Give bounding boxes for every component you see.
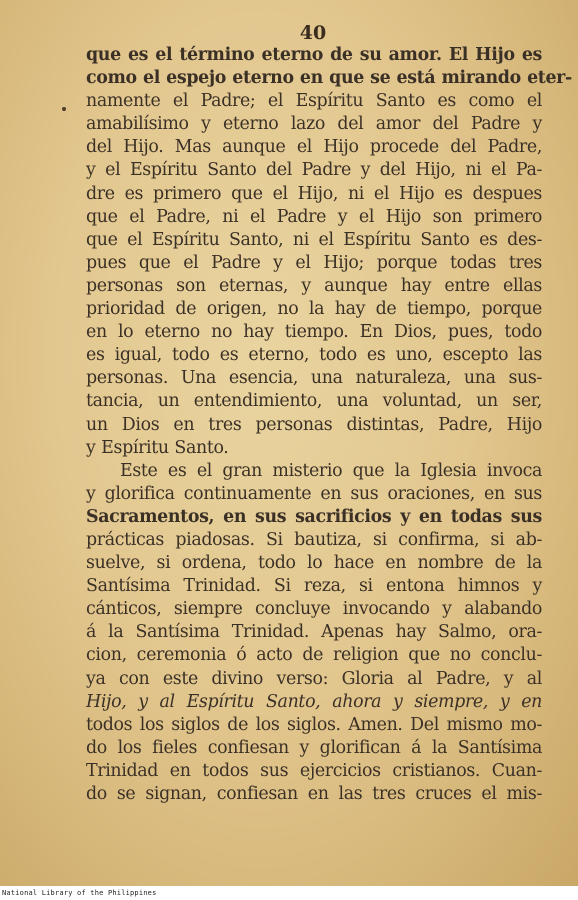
text-line-12: prioridad de origen, no la hay de tiempo, porque (86, 299, 542, 320)
text-line-10: pues que el Padre y el Hijo; porque todas tres (86, 252, 542, 273)
text-line-11: personas son eternas, y aunque hay entre ellas (86, 275, 542, 296)
page-number: 40 (299, 22, 327, 44)
margin-speck (62, 107, 66, 111)
text-line-9: que el Espíritu Santo, ni el Espíritu Santo es des- (86, 229, 542, 250)
text-line-31: do los fieles confiesan y glorifican á la Santísima (86, 737, 542, 758)
text-line-8: que el Padre, ni el Padre y el Hijo son primero (86, 206, 542, 227)
text-line-18: y Espíritu Santo. (86, 437, 229, 458)
text-line-33: do se signan, confiesan en las tres cruces el mis- (86, 784, 542, 804)
text-line-3: namente el Padre; el Espíritu Santo es como el (86, 91, 542, 112)
text-line-6: y el Espíritu Santo del Padre y del Hijo, ni el Pa- (86, 160, 542, 181)
text-line-17: un Dios en tres personas distintas, Padre, Hijo (86, 414, 542, 435)
text-line-13: en lo eterno no hay tiempo. En Dios, pues, todo (86, 322, 542, 343)
text-line-14: es igual, todo es eterno, todo es uno, escepto las (86, 345, 542, 366)
text-line-23: suelve, si ordena, todo lo hace en nombre de la (86, 553, 542, 574)
text-line-7: dre es primero que el Hijo, ni el Hijo es despues (86, 183, 542, 204)
text-line-28: ya con este divino verso: Gloria al Padre, y al (86, 668, 542, 689)
text-line-29: Hijo, y al Espíritu Santo, ahora y siempre, y en (86, 691, 542, 712)
text-line-22: prácticas piadosas. Si bautiza, si confirma, si ab- (86, 529, 542, 550)
text-line-19: Este es el gran misterio que la Iglesia invoca (120, 460, 542, 481)
text-line-1: que es el término eterno de su amor. El Hijo es (86, 45, 542, 65)
text-line-15: personas. Una esencia, una naturaleza, una sus- (86, 368, 542, 389)
text-line-24: Santísima Trinidad. Si reza, si entona himnos y (86, 576, 542, 597)
text-line-30: todos los siglos de los siglos. Amen. Del mismo mo- (86, 714, 542, 735)
text-line-27: cion, ceremonia ó acto de religion que no conclu- (86, 645, 542, 666)
text-line-26: á la Santísima Trinidad. Apenas hay Salmo, ora- (86, 622, 542, 643)
text-line-21: Sacramentos, en sus sacrificios y en todas sus (86, 506, 542, 527)
text-line-4: amabilísimo y eterno lazo del amor del Padre y (86, 114, 542, 135)
body-text (86, 44, 572, 806)
text-line-20: y glorifica continuamente en sus oraciones, en sus (86, 483, 542, 504)
text-line-5: del Hijo. Mas aunque el Hijo procede del Padre, (86, 137, 542, 158)
library-credit: National Library of the Philippines (2, 889, 157, 897)
text-line-16: tancia, un entendimiento, una voluntad, un ser, (86, 391, 542, 412)
text-line-32: Trinidad en todos sus ejercicios cristianos. Cuan- (86, 760, 542, 781)
text-line-2: como el espejo eterno en que se está mirando eter- (86, 68, 572, 89)
text-line-25: cánticos, siempre concluye invocando y alabando (86, 599, 542, 620)
